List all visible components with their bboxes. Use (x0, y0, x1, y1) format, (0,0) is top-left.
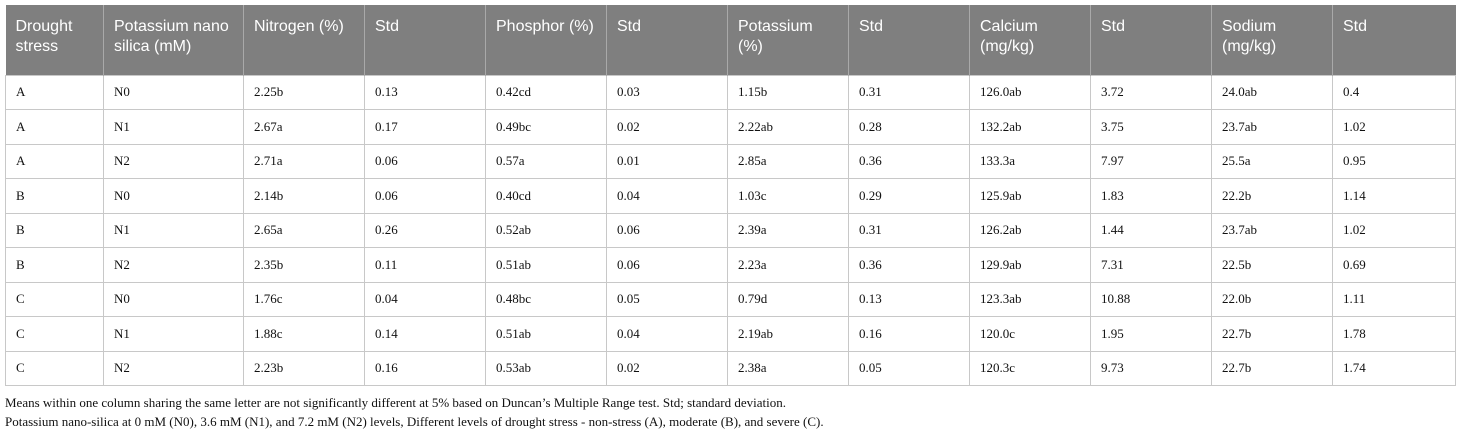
table-cell: 0.04 (365, 282, 486, 317)
table-cell: 9.73 (1091, 351, 1212, 386)
table-cell: 2.38a (728, 351, 849, 386)
table-cell: N1 (104, 213, 244, 248)
table-cell: 0.13 (849, 282, 970, 317)
table-cell: 0.02 (607, 110, 728, 145)
table-cell: 22.5b (1212, 248, 1333, 283)
table-cell: 3.75 (1091, 110, 1212, 145)
table-cell: A (6, 110, 104, 145)
table-cell: 10.88 (1091, 282, 1212, 317)
column-header: Potassium (%) (728, 5, 849, 75)
table-cell: B (6, 213, 104, 248)
table-cell: 2.39a (728, 213, 849, 248)
table-cell: 0.16 (849, 317, 970, 352)
table-body (6, 75, 1456, 386)
table-row (6, 213, 1456, 248)
footnote-significance: Means within one column sharing the same letter are not significantly different at 5% based on Duncan’s Multiple Range test. Std; standard deviation. (5, 395, 787, 410)
table-cell: 2.65a (244, 213, 365, 248)
table-cell: 2.23a (728, 248, 849, 283)
table-cell: 0.04 (607, 179, 728, 214)
table-cell: 133.3a (970, 144, 1091, 179)
table-cell: 1.02 (1333, 110, 1456, 145)
table-header (6, 5, 1456, 75)
table-cell: 0.01 (607, 144, 728, 179)
table-cell: 2.35b (244, 248, 365, 283)
table-row (6, 179, 1456, 214)
table-cell: N0 (104, 75, 244, 110)
table-cell: 120.3c (970, 351, 1091, 386)
footnote-levels: Potassium nano-silica at 0 mM (N0), 3.6 mM (N1), and 7.2 mM (N2) levels, Different levels of drought stress - non-stress (A), moderate (B), and severe (C). (5, 414, 824, 429)
table-cell: 0.31 (849, 75, 970, 110)
column-header: Std (849, 5, 970, 75)
table-cell: N1 (104, 317, 244, 352)
table-cell: 1.78 (1333, 317, 1456, 352)
table-cell: 1.11 (1333, 282, 1456, 317)
table-cell: 123.3ab (970, 282, 1091, 317)
table-cell: 0.05 (849, 351, 970, 386)
table-cell: 0.31 (849, 213, 970, 248)
column-header: Std (1091, 5, 1212, 75)
table-cell: 0.13 (365, 75, 486, 110)
column-header: Nitrogen (%) (244, 5, 365, 75)
table-cell: 0.14 (365, 317, 486, 352)
table-cell: 2.85a (728, 144, 849, 179)
table-cell: 0.11 (365, 248, 486, 283)
table-cell: N1 (104, 110, 244, 145)
table-cell: 0.36 (849, 248, 970, 283)
table-cell: 2.14b (244, 179, 365, 214)
table-cell: 0.06 (365, 144, 486, 179)
table-container (5, 5, 1455, 431)
results-table (5, 5, 1456, 386)
table-row (6, 248, 1456, 283)
table-cell: 1.44 (1091, 213, 1212, 248)
table-row (6, 110, 1456, 145)
table-cell: 0.16 (365, 351, 486, 386)
table-cell: 126.0ab (970, 75, 1091, 110)
table-cell: 2.22ab (728, 110, 849, 145)
table-cell: A (6, 75, 104, 110)
table-cell: 1.76c (244, 282, 365, 317)
table-cell: 23.7ab (1212, 213, 1333, 248)
table-cell: 1.95 (1091, 317, 1212, 352)
table-cell: 1.88c (244, 317, 365, 352)
table-cell: 1.14 (1333, 179, 1456, 214)
table-cell: 0.79d (728, 282, 849, 317)
table-cell: 2.25b (244, 75, 365, 110)
table-cell: 0.36 (849, 144, 970, 179)
table-cell: C (6, 317, 104, 352)
table-cell: 0.05 (607, 282, 728, 317)
table-cell: 0.40cd (486, 179, 607, 214)
table-row (6, 144, 1456, 179)
column-header: Drought stress (6, 5, 104, 75)
table-cell: 22.0b (1212, 282, 1333, 317)
table-cell: 129.9ab (970, 248, 1091, 283)
table-cell: 0.06 (607, 213, 728, 248)
table-cell: 0.57a (486, 144, 607, 179)
column-header: Potassium nano silica (mM) (104, 5, 244, 75)
table-cell: 0.04 (607, 317, 728, 352)
table-cell: 23.7ab (1212, 110, 1333, 145)
table-cell: 1.03c (728, 179, 849, 214)
table-cell: 3.72 (1091, 75, 1212, 110)
table-cell: 120.0c (970, 317, 1091, 352)
column-header: Std (607, 5, 728, 75)
table-cell: 22.2b (1212, 179, 1333, 214)
table-cell: 0.03 (607, 75, 728, 110)
table-cell: 1.02 (1333, 213, 1456, 248)
table-cell: C (6, 351, 104, 386)
table-cell: 125.9ab (970, 179, 1091, 214)
table-cell: 0.95 (1333, 144, 1456, 179)
table-cell: N2 (104, 248, 244, 283)
table-cell: 25.5a (1212, 144, 1333, 179)
table-cell: 1.83 (1091, 179, 1212, 214)
table-cell: 7.31 (1091, 248, 1212, 283)
header-row (6, 5, 1456, 75)
table-cell: N0 (104, 282, 244, 317)
table-cell: 1.15b (728, 75, 849, 110)
table-cell: A (6, 144, 104, 179)
table-cell: 7.97 (1091, 144, 1212, 179)
table-cell: 0.53ab (486, 351, 607, 386)
table-cell: 126.2ab (970, 213, 1091, 248)
table-cell: N2 (104, 144, 244, 179)
table-cell: N2 (104, 351, 244, 386)
table-cell: 0.69 (1333, 248, 1456, 283)
table-row (6, 351, 1456, 386)
table-cell: N0 (104, 179, 244, 214)
table-cell: 2.67a (244, 110, 365, 145)
column-header: Sodium (mg/kg) (1212, 5, 1333, 75)
table-cell: 24.0ab (1212, 75, 1333, 110)
table-cell: 0.29 (849, 179, 970, 214)
column-header: Phosphor (%) (486, 5, 607, 75)
table-cell: 2.19ab (728, 317, 849, 352)
table-cell: 0.52ab (486, 213, 607, 248)
table-cell: 22.7b (1212, 351, 1333, 386)
table-cell: 132.2ab (970, 110, 1091, 145)
table-cell: 0.02 (607, 351, 728, 386)
table-cell: C (6, 282, 104, 317)
table-cell: 2.23b (244, 351, 365, 386)
table-cell: 0.51ab (486, 248, 607, 283)
table-cell: 0.42cd (486, 75, 607, 110)
table-cell: 0.17 (365, 110, 486, 145)
table-cell: 0.06 (607, 248, 728, 283)
table-cell: 1.74 (1333, 351, 1456, 386)
table-cell: 2.71a (244, 144, 365, 179)
column-header: Calcium (mg/kg) (970, 5, 1091, 75)
table-row (6, 282, 1456, 317)
table-footnotes (5, 393, 1455, 431)
table-cell: 0.28 (849, 110, 970, 145)
table-cell: B (6, 179, 104, 214)
table-cell: 0.51ab (486, 317, 607, 352)
table-row (6, 75, 1456, 110)
table-cell: 0.06 (365, 179, 486, 214)
table-row (6, 317, 1456, 352)
table-cell: B (6, 248, 104, 283)
table-cell: 0.49bc (486, 110, 607, 145)
column-header: Std (1333, 5, 1456, 75)
table-cell: 0.48bc (486, 282, 607, 317)
table-cell: 0.4 (1333, 75, 1456, 110)
table-cell: 22.7b (1212, 317, 1333, 352)
column-header: Std (365, 5, 486, 75)
table-cell: 0.26 (365, 213, 486, 248)
